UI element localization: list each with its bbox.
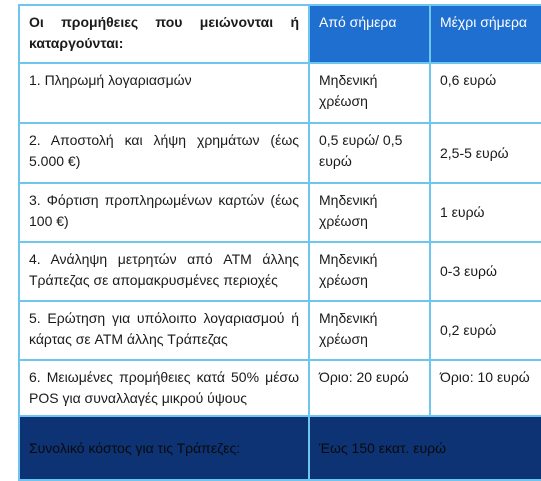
table-row — [19, 242, 541, 301]
row-item: 2. Αποστολή και λήψη χρημάτων (έως 5.000 €) — [19, 123, 309, 183]
row-until-today: 2,5-5 ευρώ — [430, 123, 541, 183]
table-row — [19, 301, 541, 360]
row-item: 4. Ανάληψη μετρητών από ATM άλλης Τράπεζας σε απομακρυσμένες περιοχές — [19, 242, 309, 301]
header-until-today: Μέχρι σήμερα — [430, 5, 541, 63]
table-footer-row — [19, 416, 541, 480]
row-until-today: 0,2 ευρώ — [430, 301, 541, 360]
header-from-today: Από σήμερα — [309, 5, 430, 63]
row-from-today: Μηδενική χρέωση — [309, 183, 430, 242]
table-row — [19, 63, 541, 123]
row-from-today: Όριο: 20 ευρώ — [309, 360, 430, 416]
footer-total-label: Συνολικό κόστος για τις Τράπεζες: — [19, 416, 309, 480]
table-row — [19, 183, 541, 242]
row-until-today: 0,6 ευρώ — [430, 63, 541, 123]
row-from-today: 0,5 ευρώ/ 0,5 ευρώ — [309, 123, 430, 183]
row-item: 1. Πληρωμή λογαριασμών — [19, 63, 309, 123]
row-item: 3. Φόρτιση προπληρωμένων καρτών (έως 100 €) — [19, 183, 309, 242]
header-fees-label: Οι προμήθειες που μειώνονται ή καταργούνται: — [19, 5, 309, 63]
row-until-today: 0-3 ευρώ — [430, 242, 541, 301]
footer-total-value: Έως 150 εκατ. ευρώ — [309, 416, 541, 480]
fees-table-container — [18, 4, 530, 481]
table-header-row — [19, 5, 541, 63]
row-until-today: Όριο: 10 ευρώ — [430, 360, 541, 416]
table-row — [19, 360, 541, 416]
row-until-today: 1 ευρώ — [430, 183, 541, 242]
row-from-today: Μηδενική χρέωση — [309, 301, 430, 360]
row-from-today: Μηδενική χρέωση — [309, 242, 430, 301]
table-row — [19, 123, 541, 183]
row-item: 6. Μειωμένες προμήθειες κατά 50% μέσω POS για συναλλαγές μικρού ύψους — [19, 360, 309, 416]
row-item: 5. Ερώτηση για υπόλοιπο λογαριασμού ή κάρτας σε ATM άλλης Τράπεζας — [19, 301, 309, 360]
fees-table — [18, 4, 541, 481]
row-from-today: Μηδενική χρέωση — [309, 63, 430, 123]
